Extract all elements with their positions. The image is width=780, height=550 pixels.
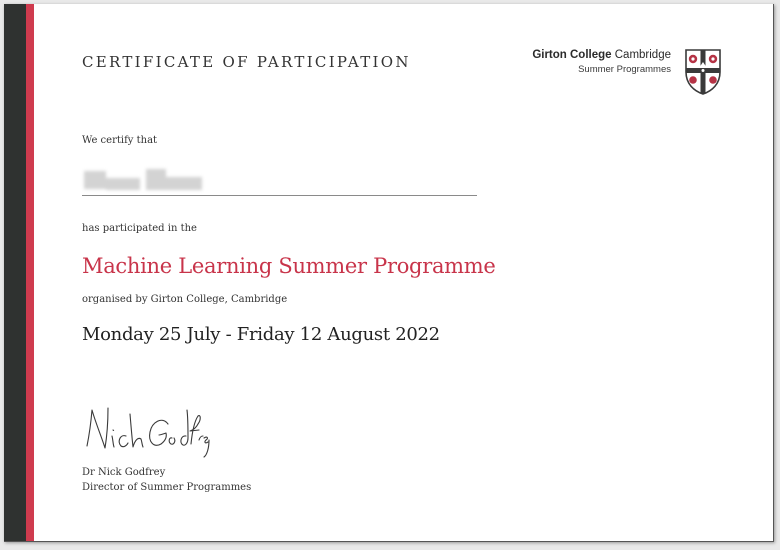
left-red-band [26,4,34,541]
redacted-participant-name [84,169,202,191]
institution-name-rest: Cambridge [614,49,671,61]
institution-subtitle: Summer Programmes [578,64,671,75]
programme-dates: Monday 25 July - Friday 12 August 2022 [82,324,440,345]
institution-name [532,48,671,63]
institution-brand [532,48,671,76]
name-underline [82,195,477,196]
programme-title: Machine Learning Summer Programme [82,254,496,278]
signer-title: Director of Summer Programmes [82,482,252,493]
college-crest-icon [684,48,722,96]
certificate-sheet [4,4,774,542]
certify-text: We certify that [82,135,158,146]
left-dark-band [4,4,26,541]
participated-text: has participated in the [82,223,197,234]
signature-text: Nick Godfrey [80,457,86,458]
certificate-heading: CERTIFICATE OF PARTICIPATION [82,53,411,71]
institution-name-bold: Girton College [532,49,612,61]
signature-icon [80,400,210,458]
organised-text: organised by Girton College, Cambridge [82,294,288,305]
signer-name: Dr Nick Godfrey [82,467,166,478]
